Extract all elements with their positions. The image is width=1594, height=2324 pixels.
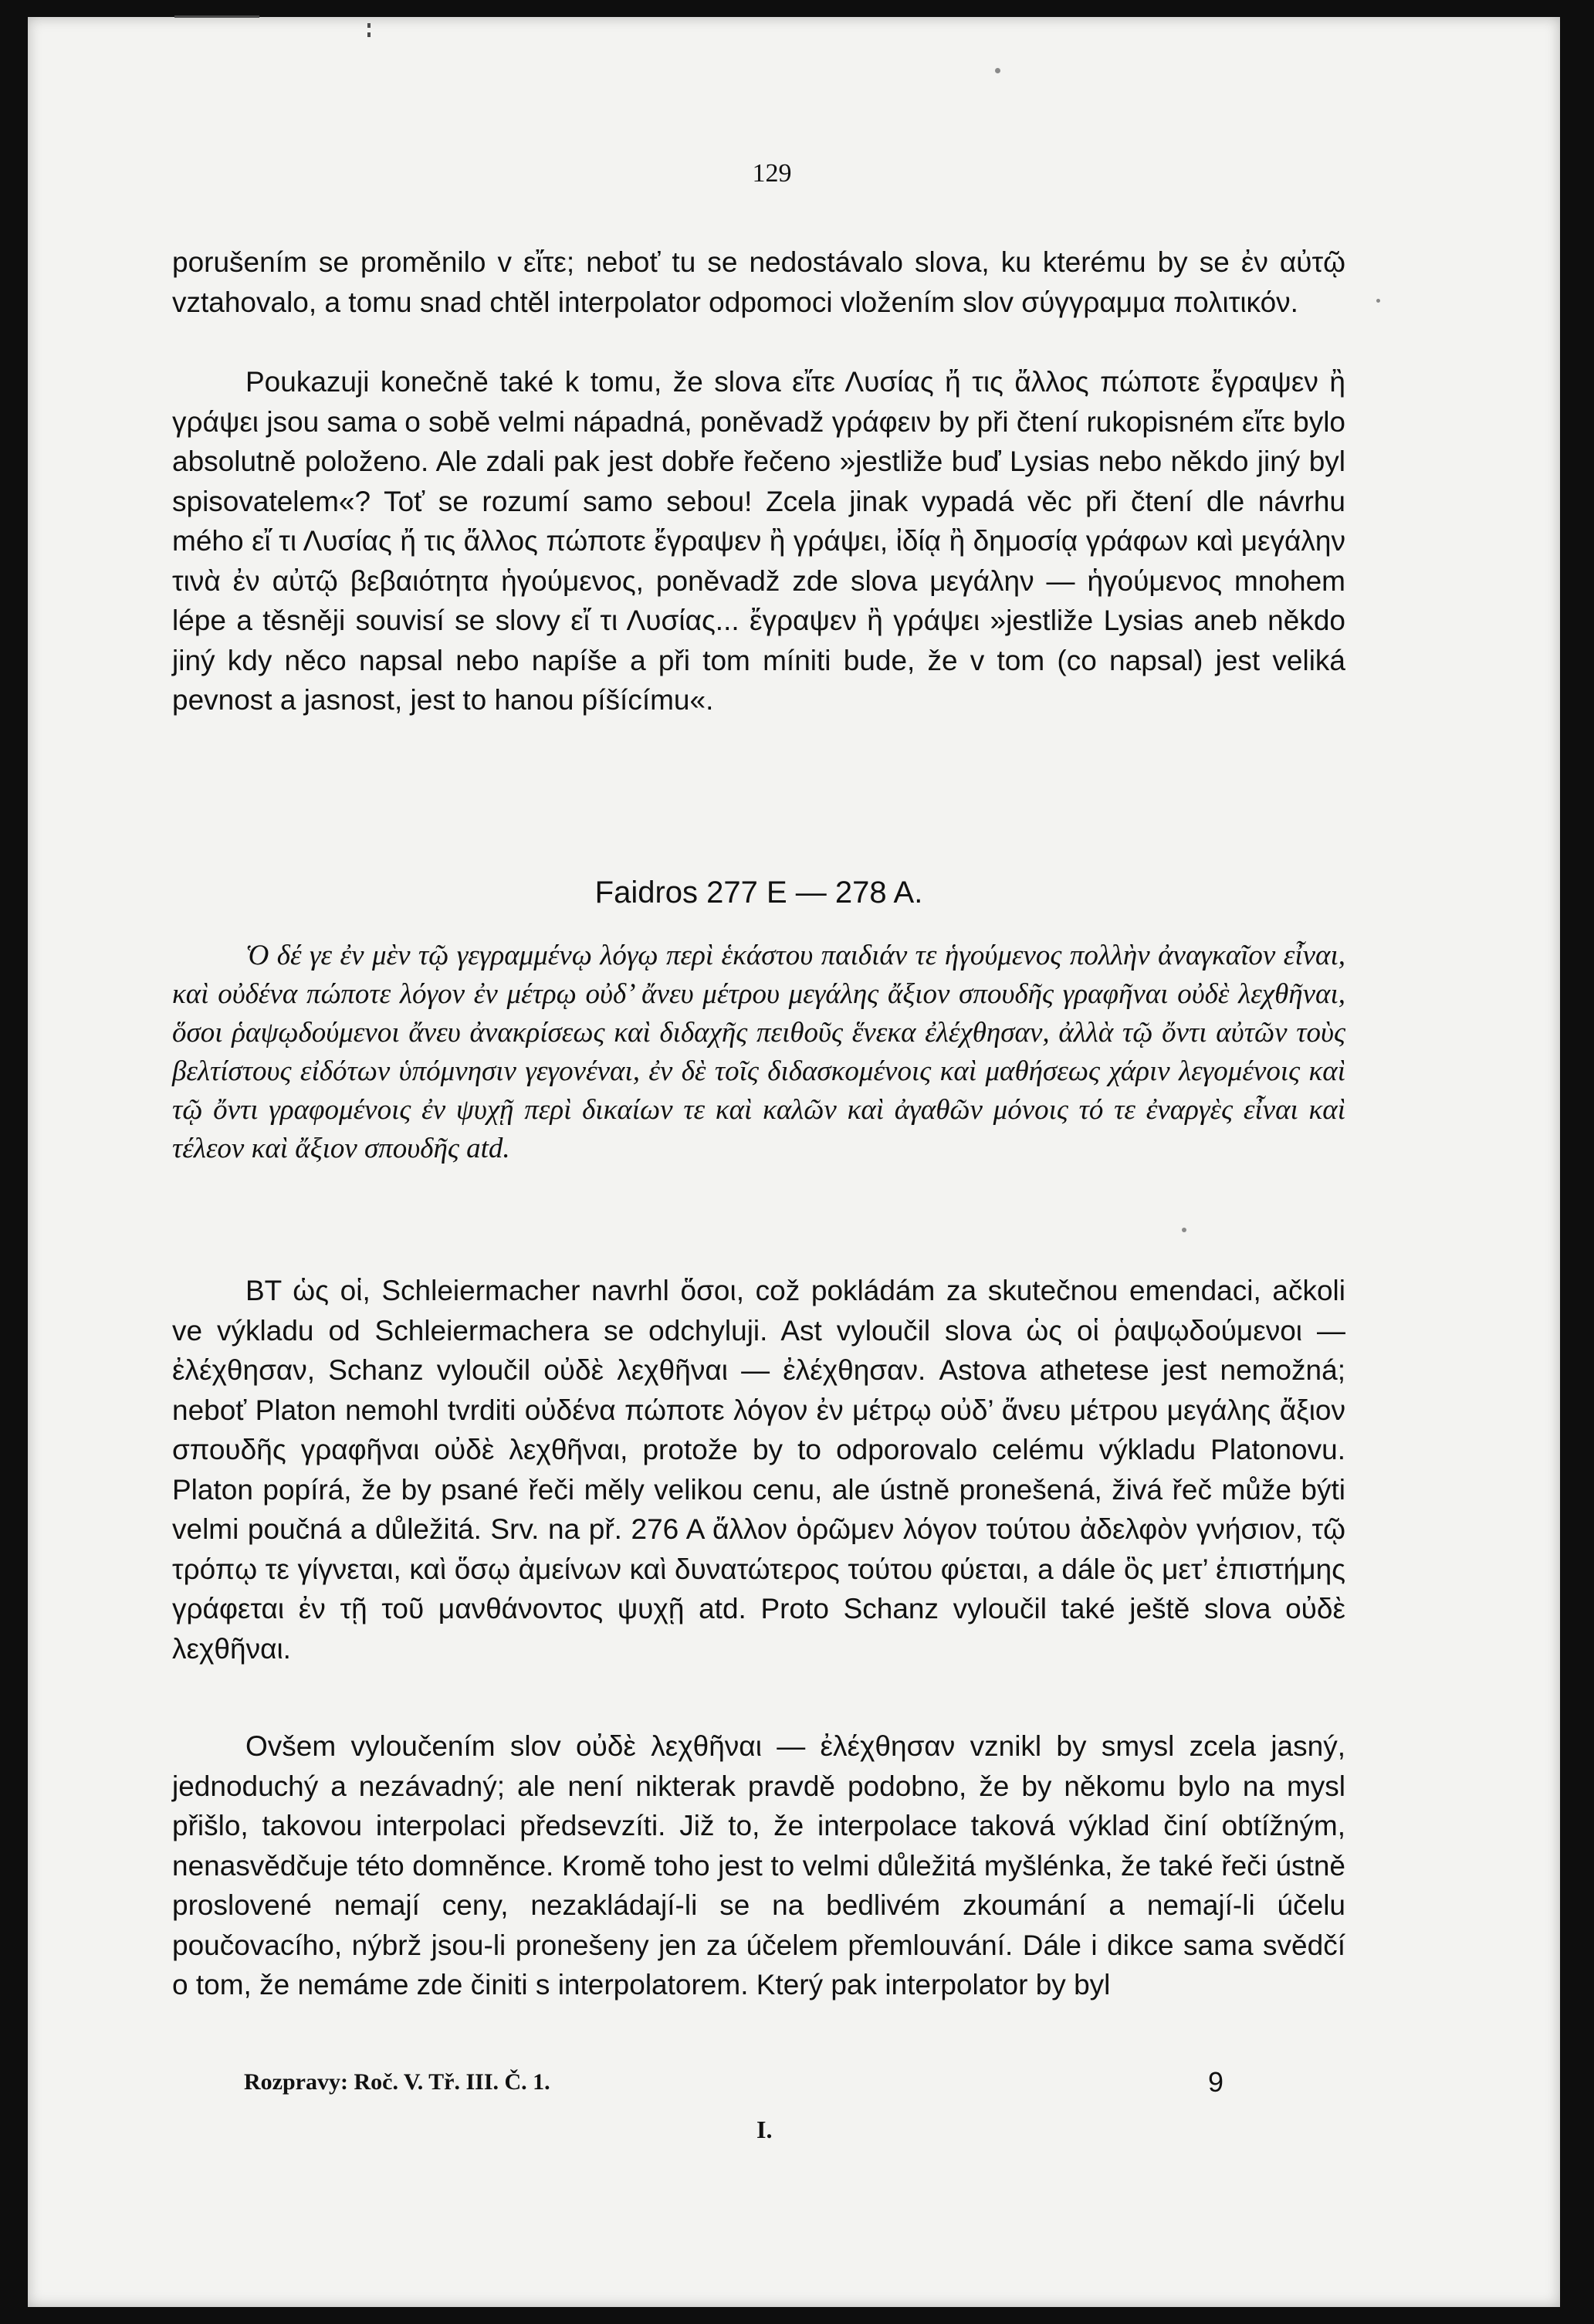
greek-quotation: Ὁ δέ γε ἐν μὲν τῷ γεγραμμένῳ λόγῳ περὶ ἑκάστου παιδιάν τε ἡγούμενος πολλὴν ἀναγκαῖον εἶναι, καὶ οὐδένα πώποτε λόγον ἐν μέτρῳ οὐδ’ ἄνευ μέτρου μεγάλης ἄξιον σπουδῆς γραφῆναι οὐδὲ λεχθῆναι, ὅσοι ῥαψῳδούμενοι ἄνευ ἀνακρίσεως καὶ διδαχῆς πειθοῦς ἕνεκα ἐλέχθησαν, ἀλλὰ τῷ ὄντι αὐτῶν τοὺς βελτίστους εἰδότων ὑπόμνησιν γεγονέναι, ἐν δὲ τοῖς διδασκομένοις καὶ μαθήσεως χάριν λεγομένοις καὶ τῷ ὄντι γραφομένοις ἐν ψυχῇ περὶ δικαίων τε καὶ καλῶν καὶ ἀγαθῶν μόνοις τό τε ἐναργὲς εἶναι καὶ τέλεον καὶ ἄξιον σπουδῆς atd. — [172, 940, 1345, 1164]
paragraph-poukazuji: Poukazuji konečně také k tomu, že slova εἴτε Λυσίας ἤ τις ἄλλος πώποτε ἔγραψεν ἢ γράψει jsou sama o sobě velmi nápadná, poněvadž γράφειν by při čtení rukopisném εἴτε bylo absolutně položeno. Ale zdali pak jest dobře řečeno »jestliže buď Lysias nebo někdo jiný byl spisovatelem«? Toť se rozumí samo sebou! Zcela jinak vypadá věc při čtení dle návrhu mého εἴ τι Λυσίας ἤ τις ἄλλος πώποτε ἔγραψεν ἢ γράψει, ἰδίᾳ ἢ δημοσίᾳ γράφων καὶ μεγάλην τινὰ ἐν αὐτῷ βεβαιότητα ἡγούμενος, poněvadž zde slova μεγάλην — ἡγούμενος mnohem lépe a těsněji souvisí se slovy εἴ τι Λυσίας... ἔγραψεν ἢ γράψει »jestliže Lysias aneb někdo jiný kdy něco napsal nebo napíše a při tom míniti bude, že v tom (co napsal) jest veliká pevnost a jasnost, jest to hanou píšícímu«. — [172, 366, 1345, 716]
paragraph-bt: BT ὡς οἱ, Schleiermacher navrhl ὅσοι, což pokládám za skutečnou emendaci, ačkoli ve výkladu od Schleiermachera se odchyluji. Ast vyloučil slova ὡς οἱ ῥαψῳδούμενοι — ἐλέχθησαν, Schanz vyloučil οὐδὲ λεχθῆναι — ἐλέχθησαν. Astova athetese jest nemožná; neboť Platon nemohl tvrditi οὐδένα πώποτε λόγον ἐν μέτρῳ οὐδ’ ἄνευ μέτρου μεγάλης ἄξιον σπουδῆς γραφῆναι οὐδὲ λεχθῆναι, protože by to odporovalo celému výkladu Platonovu. Platon popírá, že by psané řeči měly velikou cenu, ale ústně pronešená, živá řeč může býti velmi poučná a důležitá. Srv. na př. 276 A ἄλλον ὁρῶμεν λόγον τούτου ἀδελφὸν γνήσιον, τῷ τρόπῳ τε γίγνεται, καὶ ὅσῳ ἀμείνων καὶ δυνατώτερος τούτου φύεται, a dále ὃς μετ’ ἐπιστήμης γράφεται ἐν τῇ τοῦ μανθάνοντος ψυχῇ atd. Proto Schanz vyloučil také ještě slova οὐδὲ λεχθῆναι. — [172, 1275, 1345, 1665]
paragraph-ovsem: Ovšem vyloučením slov οὐδὲ λεχθῆναι — ἐλέχθησαν vznikl by smysl zcela jasný, jednoduchý a nezávadný; ale není nikterak pravdě podobno, že by někomu bylo na mysl přišlo, takovou interpolaci předsevzíti. Již to, že interpolace taková výklad činí obtížným, nenasvědčuje této domněnce. Kromě toho jest to velmi důležitá myšlénka, že také řeči ústně proslovené nemají ceny, nezakládají-li se na bedlivém zkoumání a nemají-li účelu poučovacího, nýbrž jsou-li pronešeny jen za účelem přemlouvání. Dále i dikce sama svědčí o tom, že nemáme zde činiti s interpolatorem. Který pak interpolator by byl — [172, 1730, 1345, 2000]
journal-footer: Rozpravy: Roč. V. Tř. III. Č. 1. — [244, 2069, 550, 2095]
scan-mark — [174, 15, 259, 18]
page-speck — [1182, 1228, 1186, 1232]
page-speck — [1376, 299, 1380, 303]
sheet-number: 9 — [1208, 2066, 1224, 2098]
page-speck — [995, 68, 1000, 73]
section-heading: Faidros 277 E — 278 A. — [594, 876, 923, 910]
paragraph-continuation: porušením se proměnilo v εἴτε; neboť tu se nedostávalo slova, ku kterému by se ἐν αὐτῷ vztahovalo, a tomu snad chtěl interpolator odpomoci vložením slov σύγγραμμα πολιτικόν. — [172, 246, 1345, 318]
signature-mark: I. — [756, 2116, 773, 2143]
scan-mark — [367, 23, 371, 28]
page-number: 129 — [752, 159, 792, 188]
scan-mark — [367, 32, 371, 37]
